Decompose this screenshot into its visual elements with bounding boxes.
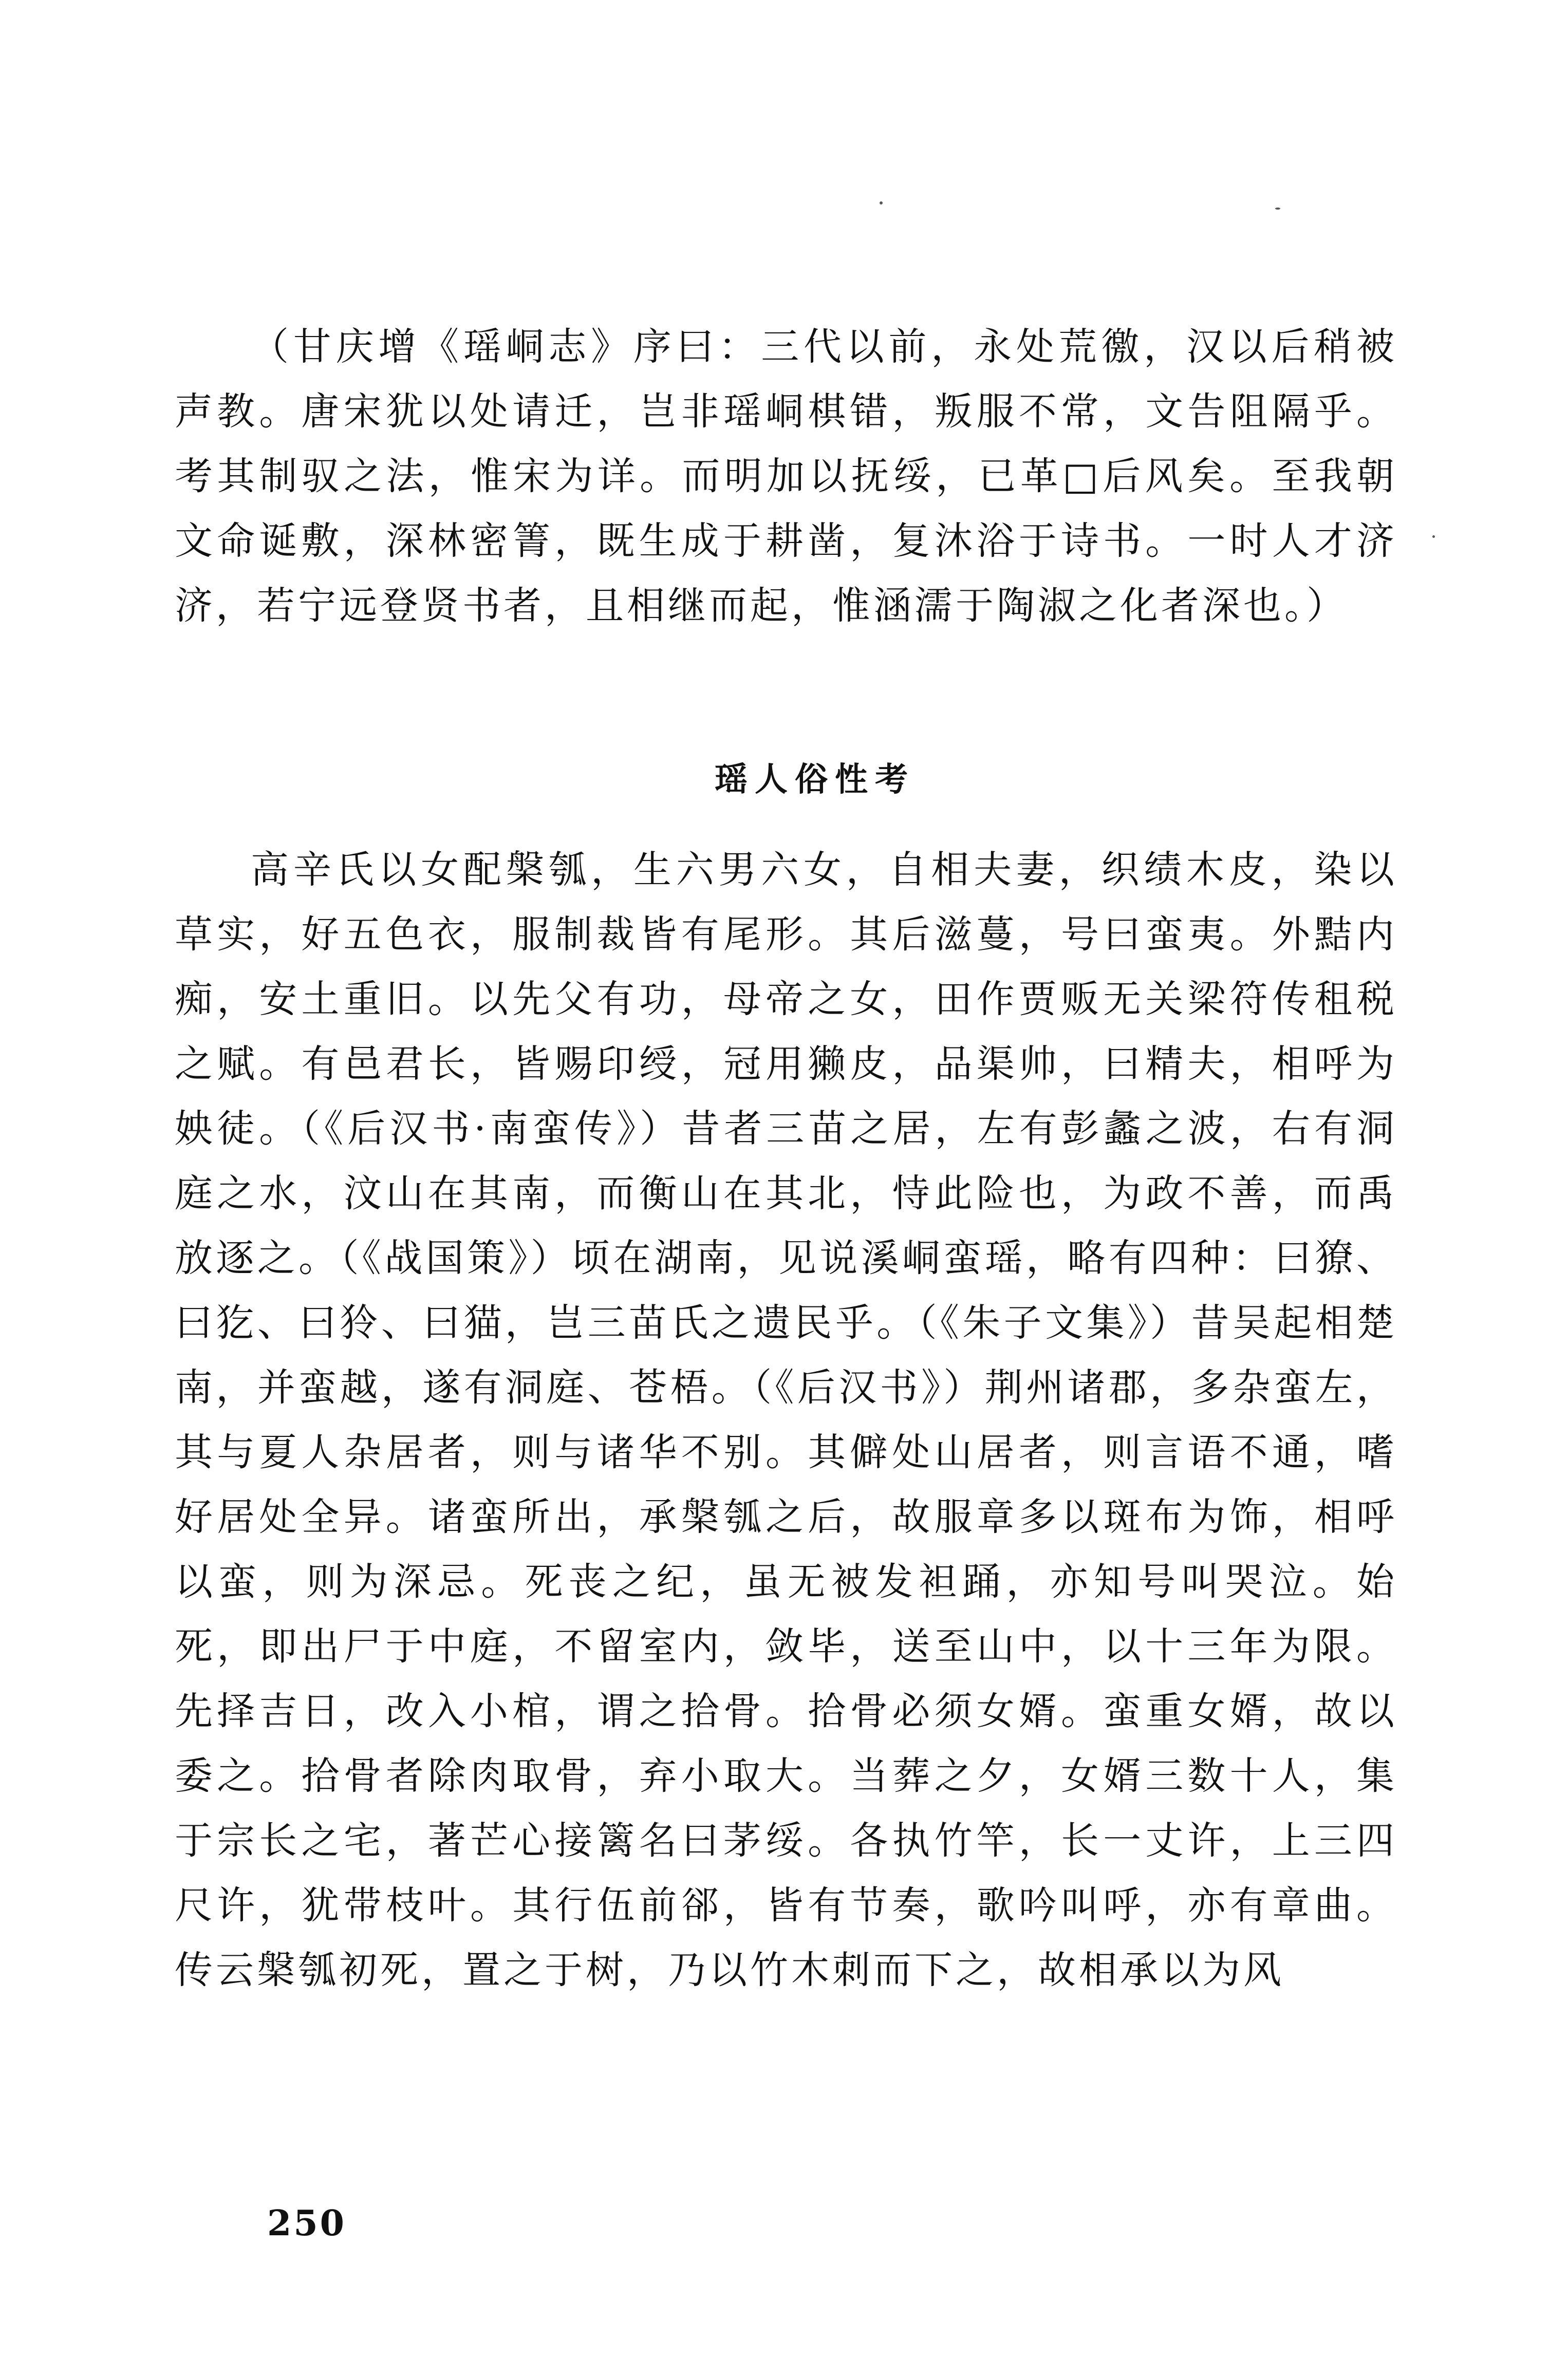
- main-text-block: [175, 837, 1397, 2003]
- section-title: 瑶人俗性考: [715, 761, 915, 799]
- print-speck: [1275, 208, 1280, 210]
- page-number: 250: [267, 2203, 346, 2244]
- print-speck: [880, 201, 883, 204]
- preface-paragraph: （甘庆增《瑶峒志》序曰：三代以前，永处荒徼，汉以后稍被声教。唐宋犹以处请迁，岂非瑶峒棋错，叛服不常，文告阻隔乎。考其制驭之法，惟宋为详。而明加以抚绥，已革□后风矣。至我朝文命诞敷，深林密箐，既生成于耕凿，复沐浴于诗书。一时人才济济，若宁远登贤书者，且相继而起，惟涵濡于陶淑之化者深也。）: [175, 325, 1397, 628]
- preface-block: [175, 314, 1397, 638]
- main-paragraph: 高辛氏以女配槃瓠，生六男六女，自相夫妻，织绩木皮，染以草实，好五色衣，服制裁皆有尾形。其后滋蔓，号曰蛮夷。外黠内痴，安土重旧。以先父有功，母帝之女，田作贾贩无关梁符传租税之赋。有邑君长，皆赐印绶，冠用獭皮，品渠帅，曰精夫，相呼为姎徒。（《后汉书·南蛮传》）昔者三苗之居，左有彭蠡之波，右有洞庭之水，汶山在其南，而衡山在其北，恃此险也，为政不善，而禹放逐之。（《战国策》）顷在湖南，见说溪峒蛮瑶，略有四种：曰獠、曰犵、曰狑、曰猫，岂三苗氏之遗民乎。（《朱子文集》）昔吴起相楚南，并蛮越，遂有洞庭、苍梧。（《后汉书》）荆州诸郡，多杂蛮左，其与夏人杂居者，则与诸华不别。其僻处山居者，则言语不通，嗜好居处全异。诸蛮所出，承槃瓠之后，故服章多以斑布为饰，相呼以蛮，则为深忌。死丧之纪，虽无被发袒踊，亦知号叫哭泣。始死，即出尸于中庭，不留室内，敛毕，送至山中，以十三年为限。先择吉日，改入小棺，谓之拾骨。拾骨必须女婿。蛮重女婿，故以委之。拾骨者除肉取骨，弃小取大。当葬之夕，女婿三数十人，集于宗长之宅，著芒心接篱名曰茅绥。各执竹竿，长一丈许，上三四尺许，犹带枝叶。其行伍前郤，皆有节奏，歌吟叫呼，亦有章曲。传云槃瓠初死，置之于树，乃以竹木刺而下之，故相承以为风: [175, 848, 1397, 1992]
- print-speck: [1432, 535, 1435, 538]
